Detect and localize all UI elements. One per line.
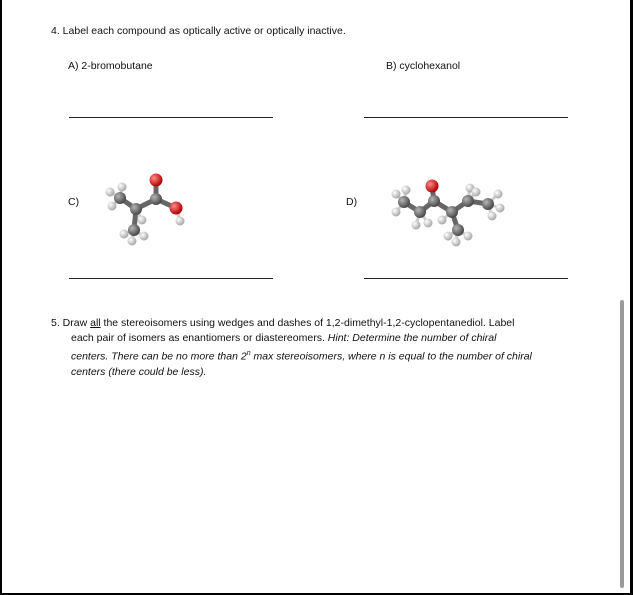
question-5-hint-where-n: max stereoisomers, where n is equal to the number of chiral [250,350,532,363]
molecule-c-ball-and-stick-model [100,168,200,248]
vertical-scrollbar-thumb[interactable] [620,300,624,588]
question-5-line-2 [51,331,591,346]
question-5-hint-end: centers (there could be less). [71,365,207,378]
compound-b-label: B) cyclohexanol [386,60,461,72]
question-5-text-label-pairs: each pair of isomers as enantiomers or diastereomers. [71,332,328,344]
answer-line-c [69,278,273,279]
question-5-hint-start: Hint: Determine the number of chiral [327,332,497,344]
question-5-number: 5. [51,317,60,329]
compound-c-label: C) [68,196,80,208]
question-4-prompt: 4. Label each compound as optically active or optically inactive. [51,25,346,37]
question-5-text-draw: Draw [59,317,91,329]
compound-a-label: A) 2-bromobutane [68,60,153,72]
molecule-d-ball-and-stick-model [390,170,525,250]
window-left-border [0,0,2,595]
answer-line-b [364,117,568,118]
answer-line-d [364,278,568,279]
question-5-all-underlined: all [90,317,101,329]
question-5-line-1 [51,316,591,331]
answer-line-a [69,117,273,118]
question-5-line-3 [51,346,591,365]
question-5-line-4 [51,365,591,380]
compound-d-label: D) [346,196,358,208]
question-5-hint-max: centers. There can be no more than 2 [71,350,247,363]
question-5-block [51,316,591,380]
question-5-text-stereoisomers: the stereoisomers using wedges and dashes of 1,2-dimethyl-1,2-cyclopentanediol. Label [100,317,515,329]
question-5-superscript-n: n [246,350,251,357]
